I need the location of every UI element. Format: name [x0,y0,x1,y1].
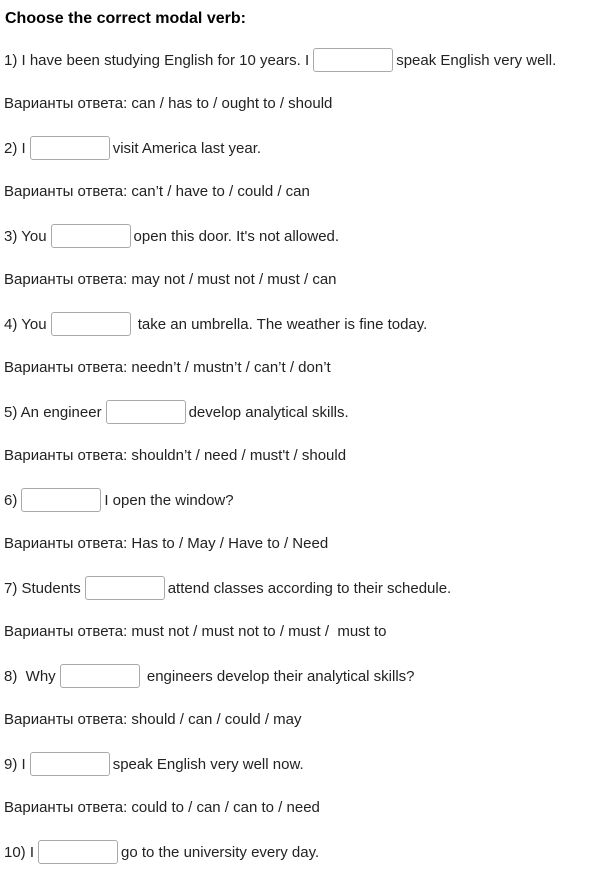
question-2-answer-input[interactable] [30,136,110,160]
question-3 [4,223,339,249]
question-8 [4,663,415,689]
question-10-answer-input[interactable] [38,840,118,864]
question-1-suffix: speak English very well. [396,51,557,69]
question-1-prefix: 1) I have been studying English for 10 years. I [4,51,310,69]
question-3-options: Варианты ответа: may not / must not / must / can [4,271,337,288]
exercise-title: Choose the correct modal verb: [5,10,246,27]
question-3-prefix: 3) You [4,227,47,245]
question-1-answer-input[interactable] [313,48,393,72]
question-7-suffix: attend classes according to their schedule. [167,579,452,597]
question-3-answer-input[interactable] [51,224,131,248]
question-10 [4,839,319,865]
question-7-prefix: 7) Students [4,579,81,597]
question-1-options: Варианты ответа: can / has to / ought to / should [4,95,333,112]
question-5 [4,399,349,425]
question-6 [4,487,234,513]
question-6-prefix: 6) [4,491,18,509]
question-10-prefix: 10) I [4,843,35,861]
question-3-suffix: open this door. It's not allowed. [133,227,340,245]
question-9-options: Варианты ответа: could to / can / can to / need [4,799,320,816]
question-5-suffix: develop analytical skills. [188,403,349,421]
question-8-prefix: 8) Why [4,667,56,685]
question-5-options: Варианты ответа: shouldn’t / need / must't / should [4,447,347,464]
question-4-options: Варианты ответа: needn’t / mustn’t / can’t / don’t [4,359,331,376]
question-8-suffix: engineers develop their analytical skills? [142,667,415,685]
question-5-prefix: 5) An engineer [4,403,102,421]
question-8-options: Варианты ответа: should / can / could / may [4,711,302,728]
question-4 [4,311,427,337]
question-7-answer-input[interactable] [85,576,165,600]
question-9-suffix: speak English very well now. [112,755,304,773]
question-2-suffix: visit America last year. [112,139,262,157]
question-9-answer-input[interactable] [30,752,110,776]
question-4-suffix: take an umbrella. The weather is fine today. [133,315,428,333]
question-2-prefix: 2) I [4,139,26,157]
question-10-suffix: go to the university every day. [121,843,320,861]
question-7-options: Варианты ответа: must not / must not to / must / must to [4,623,387,640]
question-2 [4,135,261,161]
question-6-suffix: I open the window? [104,491,234,509]
question-4-answer-input[interactable] [51,312,131,336]
question-4-prefix: 4) You [4,315,47,333]
question-6-options: Варианты ответа: Has to / May / Have to / Need [4,535,329,552]
question-8-answer-input[interactable] [60,664,140,688]
question-9-prefix: 9) I [4,755,26,773]
question-5-answer-input[interactable] [106,400,186,424]
question-6-answer-input[interactable] [21,488,101,512]
question-2-options: Варианты ответа: can’t / have to / could / can [4,183,310,200]
question-7 [4,575,451,601]
question-9 [4,751,304,777]
question-1 [4,47,556,73]
